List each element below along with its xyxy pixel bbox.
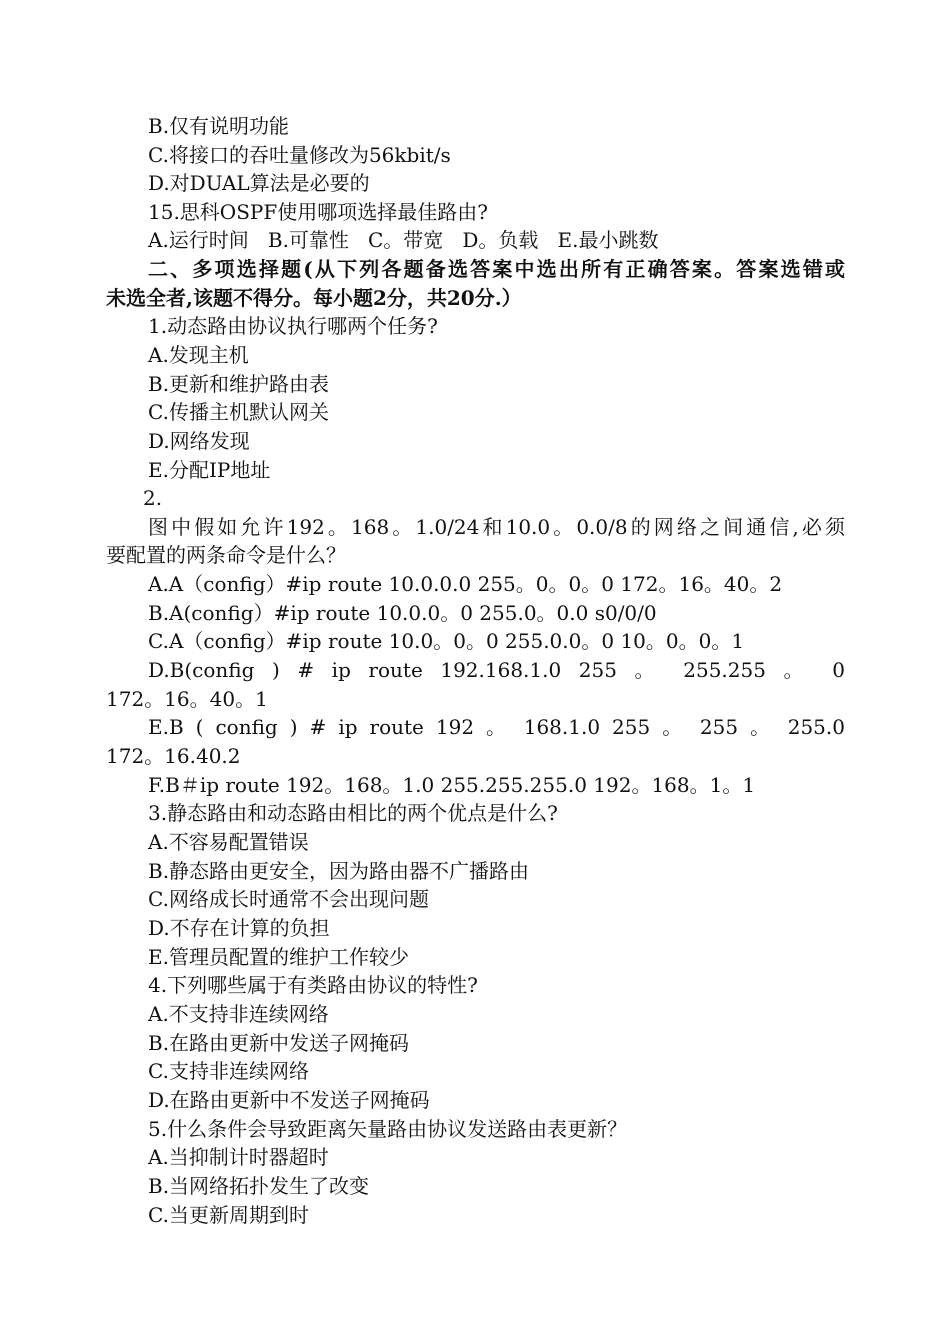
option-3e: E.管理员配置的维护工作较少 bbox=[148, 945, 409, 969]
option-5b: B.当网络拓扑发生了改变 bbox=[148, 1174, 370, 1198]
question-4: 4.下列哪些属于有类路由协议的特性? bbox=[148, 973, 478, 997]
question-3: 3.静态路由和动态路由相比的两个优点是什么? bbox=[148, 801, 558, 825]
option-14b: B.仅有说明功能 bbox=[148, 114, 290, 138]
option-3d: D.不存在计算的负担 bbox=[148, 916, 330, 940]
option-4b: B.在路由更新中发送子网掩码 bbox=[148, 1031, 410, 1055]
option-4a: A.不支持非连续网络 bbox=[148, 1002, 329, 1026]
option-2f: F.B＃ip route 192。168。1.0 255.255.255.0 192。168。1。1 bbox=[148, 773, 756, 797]
option-2a: A.A（config）#ip route 10.0.0.0 255。0。0。0 172。16。40。2 bbox=[148, 572, 783, 596]
option-2d-cont: 172。16。40。1 bbox=[106, 687, 268, 711]
option-2e-cont: 172。16.40.2 bbox=[106, 744, 241, 768]
question-5: 5.什么条件会导致距离矢量路由协议发送路由表更新？ bbox=[148, 1117, 628, 1141]
option-5a: A.当抑制计时器超时 bbox=[148, 1145, 329, 1169]
question-2-cont: 要配置的两条命令是什么？ bbox=[106, 543, 346, 567]
question-15: 15.思科OSPF使用哪项选择最佳路由? bbox=[148, 200, 488, 224]
option-1a: A.发现主机 bbox=[148, 343, 249, 367]
option-1c: C.传播主机默认网关 bbox=[148, 400, 329, 424]
option-2b: B.A(config）#ip route 10.0.0。0 255.0。0.0 s0/0/0 bbox=[148, 601, 657, 625]
option-14d: D.对DUAL算法是必要的 bbox=[148, 171, 370, 195]
option-5c: C.当更新周期到时 bbox=[148, 1203, 309, 1227]
section-heading: 二、多项选择题(从下列各题备选答案中选出所有正确答案。答案选错或 bbox=[148, 257, 845, 281]
question-2: 图中假如允许192。168。1.0/24和10.0。0.0/8的网络之间通信,必须 bbox=[148, 515, 845, 539]
option-2d: D.B(config ) # ip route 192.168.1.0 255 。 255.255 。 0 bbox=[148, 658, 845, 682]
section-heading-cont: 未选全者,该题不得分。每小题2分，共20分.） bbox=[106, 286, 522, 310]
option-3c: C.网络成长时通常不会出现问题 bbox=[148, 887, 429, 911]
option-2e: E.B ( config ) # ip route 192 。 168.1.0 255 。 255 。 255.0 bbox=[148, 715, 845, 739]
option-14c: C.将接口的吞吐量修改为56kbit/s bbox=[148, 143, 451, 167]
option-1e: E.分配IP地址 bbox=[148, 458, 271, 482]
option-1b: B.更新和维护路由表 bbox=[148, 372, 330, 396]
options-15: A.运行时间 B.可靠性 C。带宽 D。负载 E.最小跳数 bbox=[148, 228, 659, 252]
option-4c: C.支持非连续网络 bbox=[148, 1059, 309, 1083]
question-2-number: 2. bbox=[143, 486, 163, 510]
option-4d: D.在路由更新中不发送子网掩码 bbox=[148, 1088, 430, 1112]
option-3a: A.不容易配置错误 bbox=[148, 830, 309, 854]
option-3b: B.静态路由更安全，因为路由器不广播路由 bbox=[148, 859, 530, 883]
question-1: 1.动态路由协议执行哪两个任务? bbox=[148, 314, 438, 338]
option-2c: C.A（config）#ip route 10.0。0。0 255.0.0。0 10。0。0。1 bbox=[148, 629, 745, 653]
option-1d: D.网络发现 bbox=[148, 429, 250, 453]
